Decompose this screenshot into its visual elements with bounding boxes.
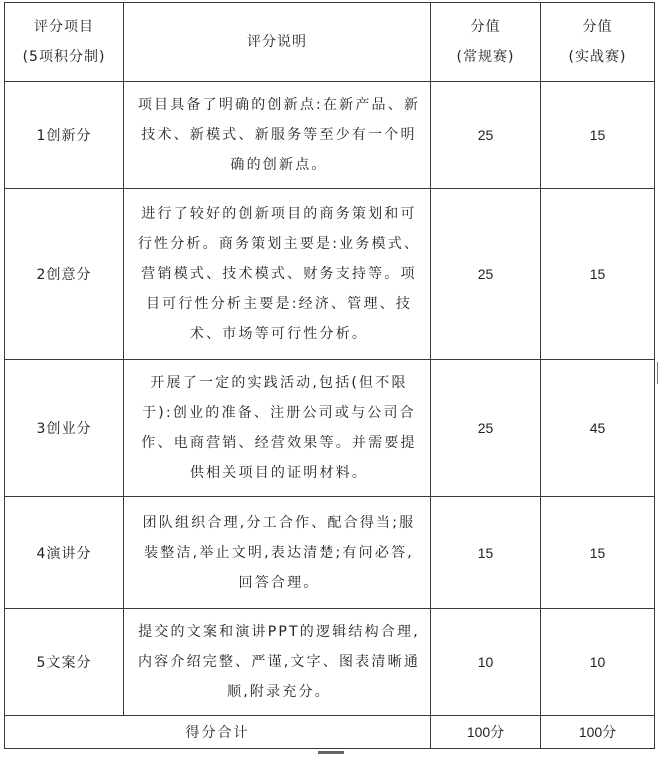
header-desc-text: 评分说明: [247, 34, 307, 50]
page-bottom-mark: [318, 751, 344, 754]
row-item: 5文案分: [5, 609, 124, 716]
row-practice-score: 10: [541, 609, 655, 716]
row-regular-score: 25: [431, 360, 541, 497]
row-item: 1创新分: [5, 82, 124, 189]
table-row: [5, 189, 655, 360]
header-regular-line1: 分值: [470, 19, 501, 35]
table-row: [5, 82, 655, 189]
row-practice-score: 45: [541, 360, 655, 497]
row-regular-score: 15: [431, 497, 541, 609]
table-row: [5, 609, 655, 716]
row-practice-score: 15: [541, 497, 655, 609]
row-desc: 项目具备了明确的创新点:在新产品、新技术、新模式、新服务等至少有一个明确的创新点。: [124, 82, 431, 189]
header-practice: [541, 3, 655, 82]
header-item-line2: (5项积分制): [22, 49, 106, 65]
row-practice-score: 15: [541, 189, 655, 360]
row-desc: 团队组织合理,分工合作、配合得当;服装整洁,举止文明,表达清楚;有问必答,回答合理。: [124, 497, 431, 609]
total-practice-score: 100分: [541, 716, 655, 749]
total-label: 得分合计: [5, 716, 431, 749]
table-row: [5, 497, 655, 609]
row-desc: 开展了一定的实践活动,包括(但不限于):创业的准备、注册公司或与公司合作、电商营销、经营效果等。并需要提供相关项目的证明材料。: [124, 360, 431, 497]
header-item: [5, 3, 124, 82]
row-item: 2创意分: [5, 189, 124, 360]
header-item-line1: 评分项目: [34, 19, 94, 35]
row-regular-score: 25: [431, 189, 541, 360]
header-regular: [431, 3, 541, 82]
header-row: [5, 3, 655, 82]
total-regular-score: 100分: [431, 716, 541, 749]
row-item: 4演讲分: [5, 497, 124, 609]
row-regular-score: 10: [431, 609, 541, 716]
header-practice-line1: 分值: [582, 19, 613, 35]
header-regular-line2: (常规赛): [456, 49, 515, 65]
header-desc: [124, 3, 431, 82]
row-regular-score: 25: [431, 82, 541, 189]
scrollbar-mark: [657, 362, 658, 384]
header-practice-line2: (实战赛): [568, 49, 627, 65]
scoring-table: [4, 2, 655, 749]
row-desc: 进行了较好的创新项目的商务策划和可行性分析。商务策划主要是:业务模式、营销模式、技术模式、财务支持等。项目可行性分析主要是:经济、管理、技术、市场等可行性分析。: [124, 189, 431, 360]
row-practice-score: 15: [541, 82, 655, 189]
row-desc: 提交的文案和演讲PPT的逻辑结构合理,内容介绍完整、严谨,文字、图表清晰通顺,附录充分。: [124, 609, 431, 716]
row-item: 3创业分: [5, 360, 124, 497]
table-row: [5, 360, 655, 497]
total-row: [5, 716, 655, 749]
